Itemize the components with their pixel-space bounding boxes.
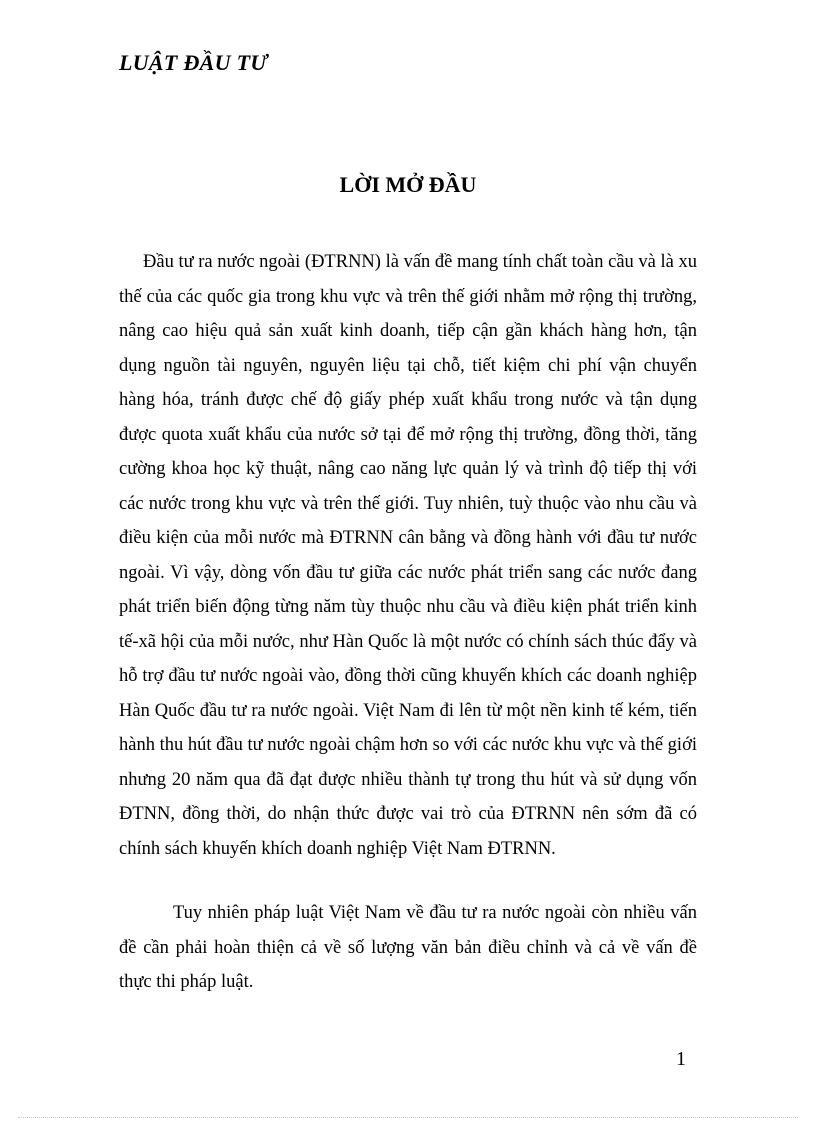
document-header: LUẬT ĐẦU TƯ xyxy=(119,50,268,75)
page-number: 1 xyxy=(676,1048,686,1070)
paragraph-conclusion: Tuy nhiên pháp luật Việt Nam về đầu tư ra nước ngoài còn nhiều vấn đề cần phải hoàn thiện cả về số lượng văn bản điều chỉnh và cả về vấn đề thực thi pháp luật. xyxy=(119,903,697,992)
section-title: LỜI MỞ ĐẦU xyxy=(339,172,477,197)
page-bottom-border xyxy=(18,1117,798,1118)
paragraph-intro: Đầu tư ra nước ngoài (ĐTRNN) là vấn đề mang tính chất toàn cầu và là xu thế của các quốc gia trong khu vực và trên thế giới nhằm mở rộng thị trường, nâng cao hiệu quả sản xuất kinh doanh, tiếp cận gần khách hàng hơn, tận dụng nguồn tài nguyên, nguyên liệu tại chỗ, tiết kiệm chi phí vận chuyển hàng hóa, tránh được chế độ giấy phép xuất khẩu trong nước và tận dụng được quota xuất khẩu của nước sở tại để mở rộng thị trường, đồng thời, tăng cường khoa học kỹ thuật, nâng cao năng lực quản lý và trình độ tiếp thị với các nước trong khu vực và trên thế giới. Tuy nhiên, tuỳ thuộc vào nhu cầu và điều kiện của mỗi nước mà ĐTRNN cân bằng và đồng hành với đầu tư nước ngoài. Vì vậy, dòng vốn đầu tư giữa các nước phát triển sang các nước đang phát triển biến động từng năm tùy thuộc nhu cầu và điều kiện phát triển kinh tế-xã hội của mỗi nước, như Hàn Quốc là một nước có chính sách thúc đẩy và hỗ trợ đầu tư nước ngoài vào, đồng thời cũng khuyến khích các doanh nghiệp Hàn Quốc đầu tư ra nước ngoài. Việt Nam đi lên từ một nền kinh tế kém, tiến hành thu hút đầu tư nước ngoài chậm hơn so với các nước khu vực và thế giới nhưng 20 năm qua đã đạt được nhiều thành tự trong thu hút và sử dụng vốn ĐTNN, đồng thời, do nhận thức được vai trò của ĐTRNN nên sớm đã có chính sách khuyến khích doanh nghiệp Việt Nam ĐTRNN. xyxy=(119,252,697,859)
